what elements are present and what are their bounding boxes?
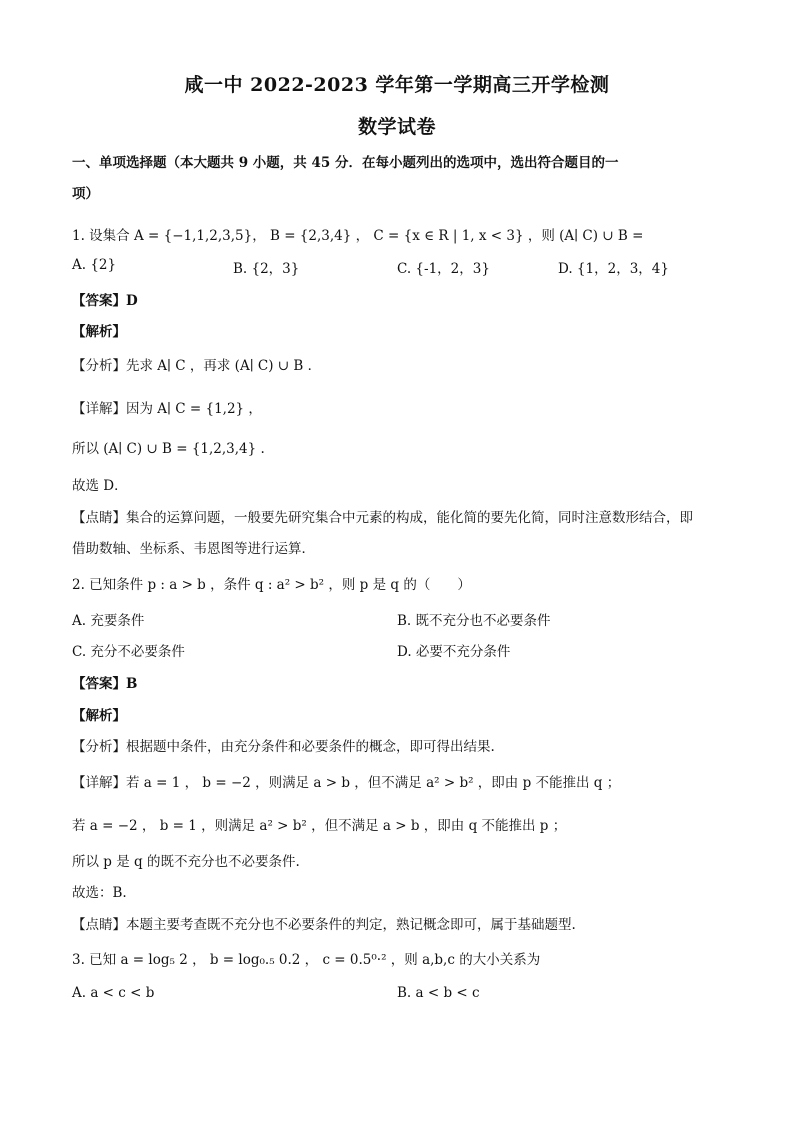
section-heading-cont: 项） bbox=[72, 186, 99, 202]
question-2-guxuan: 故选：B. bbox=[72, 885, 127, 901]
question-1-guxuan: 故选 D． bbox=[72, 478, 128, 494]
question-2-option-d: D. 必要不充分条件 bbox=[397, 644, 511, 660]
question-1-option-d: D. {1，2，3，4} bbox=[558, 261, 669, 277]
question-2-option-b: B. 既不充分也不必要条件 bbox=[397, 613, 551, 629]
question-1-dianjing-1: 【点睛】集合的运算问题，一般要先研究集合中元素的构成，能化简的要先化简，同时注意数形结合，即 bbox=[72, 510, 693, 526]
question-1-answer: 【答案】D bbox=[72, 293, 138, 309]
question-2-option-c: C. 充分不必要条件 bbox=[72, 644, 185, 660]
question-1-suoyi: 所以 (A∣ C) ∪ B = {1,2,3,4} . bbox=[72, 441, 265, 457]
question-3-option-b: B. a < b < c bbox=[397, 985, 480, 1001]
question-3-option-a: A. a < c < b bbox=[72, 985, 155, 1001]
question-1-fenxi: 【分析】先求 A∣ C ，再求 (A∣ C) ∪ B ． bbox=[72, 358, 322, 374]
question-2-dianjing: 【点睛】本题主要考查既不充分也不必要条件的判定，熟记概念即可，属于基础题型. bbox=[72, 917, 576, 933]
question-1-stem: 1. 设集合 A = {−1,1,2,3,5}， B = {2,3,4} ， C = {x ∈ R | 1, x < 3} ，则 (A∣ C) ∪ B = bbox=[72, 228, 644, 244]
question-2-fenxi: 【分析】根据题中条件，由充分条件和必要条件的概念，即可得出结果. bbox=[72, 739, 495, 755]
question-2-suoyi: 所以 p 是 q 的既不充分也不必要条件. bbox=[72, 854, 300, 870]
section-heading: 一、单项选择题（本大题共 9 小题，共 45 分．在每小题列出的选项中，选出符合题目的一 bbox=[72, 155, 619, 171]
question-1-option-c: C. {-1，2，3} bbox=[397, 261, 490, 277]
question-2-ruo: 若 a = −2 ， b = 1 ，则满足 a² > b² ，但不满足 a > b ，即由 q 不能推出 p ； bbox=[72, 818, 567, 834]
question-2-analysis-label: 【解析】 bbox=[72, 708, 126, 724]
page-subtitle: 数学试卷 bbox=[357, 116, 436, 138]
question-2-answer: 【答案】B bbox=[72, 676, 138, 692]
question-2-option-a: A. 充要条件 bbox=[72, 613, 145, 629]
question-1-analysis-label: 【解析】 bbox=[72, 324, 126, 340]
page-title: 咸一中 2022-2023 学年第一学期高三开学检测 bbox=[184, 74, 610, 96]
question-2-stem: 2. 已知条件 p : a > b ，条件 q : a² > b² ，则 p 是 q 的（ ） bbox=[72, 577, 471, 593]
question-1-option-a: A. {2} bbox=[72, 257, 117, 273]
question-1-xiangjie: 【详解】因为 A∣ C = {1,2} ， bbox=[72, 401, 262, 417]
question-1-dianjing-2: 借助数轴、坐标系、韦恩图等进行运算． bbox=[72, 541, 315, 557]
question-2-xiangjie: 【详解】若 a = 1 ， b = −2 ，则满足 a > b ，但不满足 a² > b² ，即由 p 不能推出 q ； bbox=[72, 775, 621, 791]
question-3-stem: 3. 已知 a = log₅ 2 ， b = log₀.₅ 0.2 ， c = 0.5⁰·² ，则 a,b,c 的大小关系为 bbox=[72, 952, 541, 968]
question-1-option-b: B. {2，3} bbox=[233, 261, 300, 277]
